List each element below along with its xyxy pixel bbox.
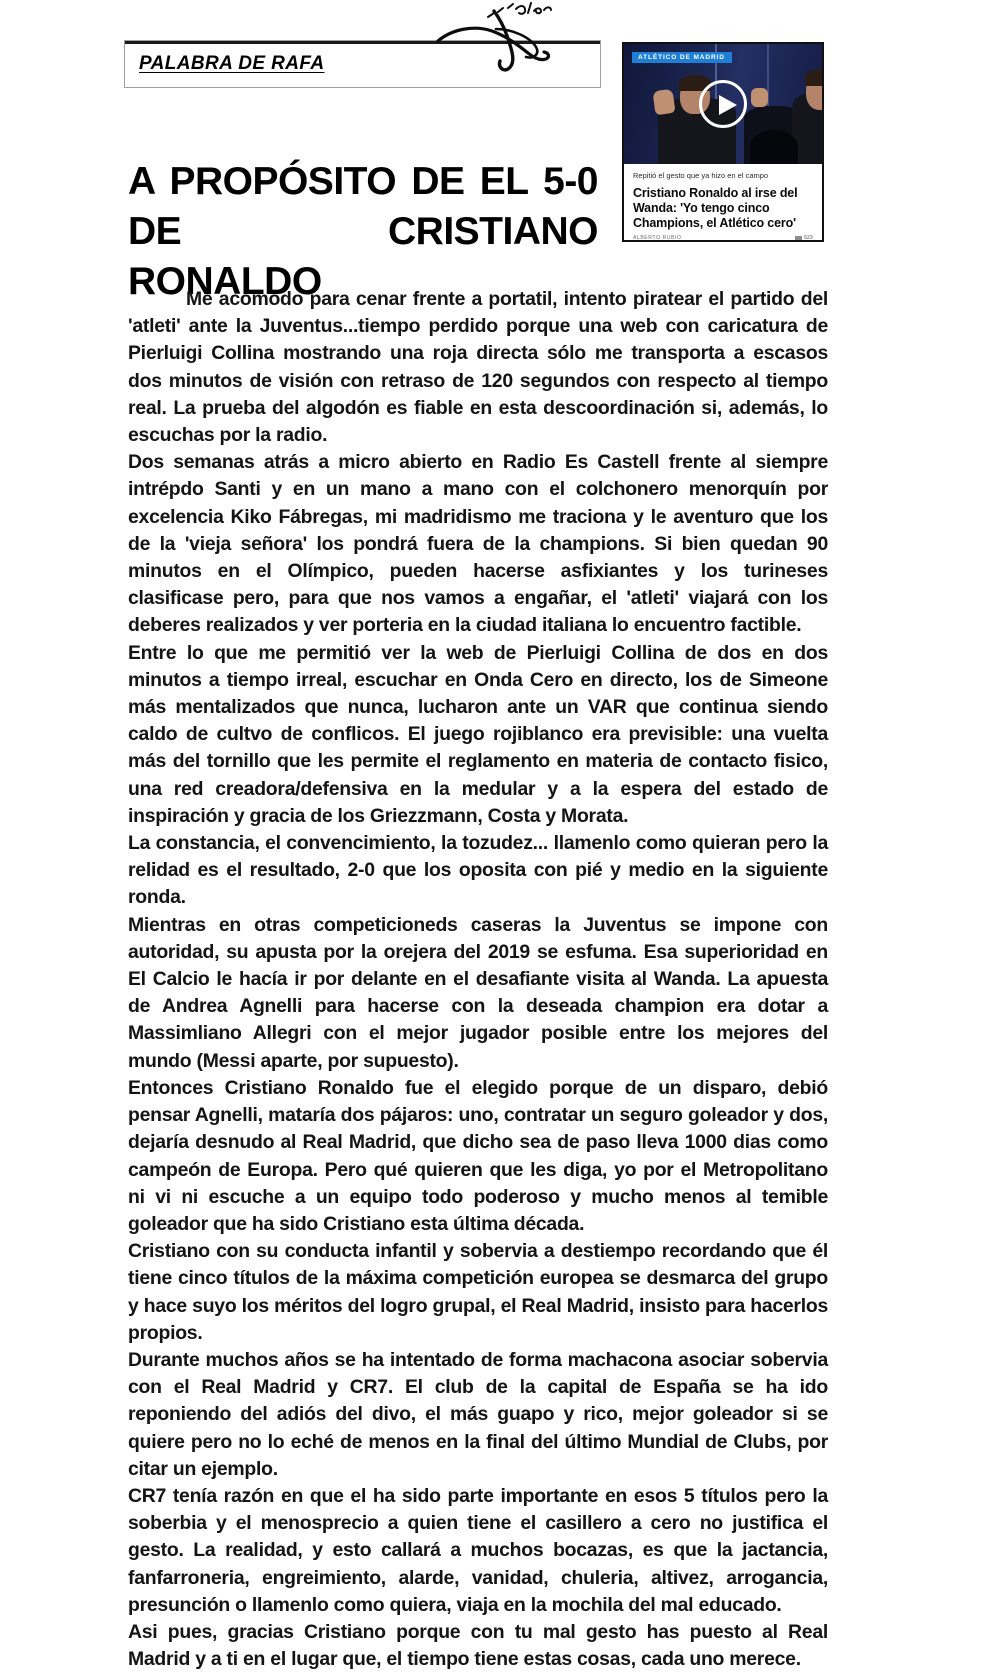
- news-kicker: Repitió el gesto que ya hizo en el campo: [633, 171, 769, 180]
- club-tag-badge: ATLÉTICO DE MADRID: [632, 52, 732, 63]
- article-paragraph: La constancia, el convencimiento, la tozudez... llamenlo como quieran pero la relidad es el resultado, 2-0 que los oposita con pié y medio en la siguiente ronda.: [128, 832, 828, 909]
- news-card-body: [624, 164, 822, 241]
- article-paragraph: CR7 tenía razón en que el ha sido parte importante en esos 5 títulos pero la soberbia y el menosprecio a quien tiene el casillero a cero no justifica el gesto. La realidad, y esto callará a muchos bocazas, es que la jactancia, fanfarroneria, engreimiento, alarde, vanidad, chuleria, altivez, arrogancia, presunción o llamenlo como quiera, viaja en la mochila del mal educado.: [128, 1484, 828, 1616]
- masthead-top-rule: [125, 41, 600, 44]
- comment-bubble-icon: [795, 236, 802, 241]
- embedded-news-card[interactable]: [622, 42, 824, 242]
- article-paragraph: Entre lo que me permitió ver la web de Pierluigi Collina de dos en dos minutos a tiempo irreal, escuchar en Onda Cero en directo, los de Simeone más mentalizados que nunca, lucharon ante un VAR que continua siendo caldo de cultvo de conflicos. El juego rojiblanco era previsible: una vuelta más del tornillo que les permite el reglamento en materia de contacto fisico, una red creadora/defensiva en la medular y a la espera del estado de inspiración y gracia de los Griezzmann, Costa y Morata.: [128, 641, 828, 827]
- article-paragraph: Me acomodo para cenar frente a portatil, intento piratear el partido del 'atleti' ante la Juventus...tiempo perdido porque una web con caricatura de Pierluigi Collina mostrando una roja directa sólo me transporta a escasos dos minutos de visión con retraso de 120 segundos con respecto al tiempo real. La prueba del algodón es fiable en esta descoordinación si, además, lo escuchas por la radio.: [128, 288, 828, 447]
- raised-hand-left: [652, 89, 675, 116]
- play-triangle-icon: [719, 95, 737, 115]
- raised-hand-middle: [751, 88, 768, 107]
- masthead-box: [124, 40, 601, 88]
- page-title: A PROPÓSITO DE EL 5-0 DE CRISTIANO RONALDO: [128, 160, 598, 304]
- article-body: [128, 286, 828, 1673]
- news-headline[interactable]: Cristiano Ronaldo al irse del Wanda: 'Yo tengo cinco Champions, el Atlético cero': [633, 186, 798, 230]
- article-paragraph: Mientras en otras competicioneds caseras la Juventus se impone con autoridad, su apusta por la orejera del 2019 se esfuma. Esa superioridad en El Calcio le hacía ir por delante en el desafiante visita al Wanda. La apuesta de Andrea Agnelli para hacerse con la deseada champion era dotar a Massimliano Allegri con el mejor jugador posible entre los mejores del mundo (Messi aparte, por supuesto).: [128, 913, 828, 1072]
- article-paragraph: Asi pues, gracias Cristiano porque con tu mal gesto has puesto al Real Madrid y a ti en el lugar que, el tiempo tiene estas cosas, cada uno merece.: [128, 1620, 828, 1671]
- news-card-footer: [633, 235, 813, 241]
- article-paragraph: Dos semanas atrás a micro abierto en Radio Es Castell frente al siempre intrépdo Santi y en un mano a mano con el colchonero menorquín por excelencia Kiko Fábregas, mi madridismo me traciona y le aventuro que los de la 'vieja señora' los pondrá fuera de la champions. Si bien quedan 90 minutos en el Olímpico, pueden hacerse asfixiantes y los turineses clasificase pero, para que nos vamos a engañar, el 'atleti' viajará con los deberes realizados y ver porteria en la ciudad italiana lo encuentro factible.: [128, 451, 828, 637]
- foreground-silhouette: [750, 130, 798, 164]
- article-paragraph: Durante muchos años se ha intentado de forma machacona asociar sobervia con el Real Madrid y CR7. El club de la capital de España se ha ido reponiendo del adiós del divo, el más guapo y rico, mejor goleador si se quiere pero no lo eché de menos en la final del último Mundial de Clubs, por citar un ejemplo.: [128, 1348, 828, 1480]
- comment-count-label: 523: [803, 235, 813, 241]
- news-byline: ALBERTO RUBIO: [633, 235, 682, 241]
- video-thumbnail[interactable]: [624, 44, 822, 164]
- person-hair-right: [805, 69, 822, 86]
- column-title: PALABRA DE RAFA: [139, 53, 325, 74]
- article-paragraph: Cristiano con su conducta infantil y sobervia a destiempo recordando que él tiene cinco títulos de la máxima competición europea se desmarca del grupo y hace suyo los méritos del logro grupal, el Real Madrid, insisto para hacerlos propios.: [128, 1240, 828, 1344]
- comment-count-group[interactable]: [795, 235, 813, 241]
- play-button-icon[interactable]: [699, 80, 747, 128]
- article-paragraph: Entonces Cristiano Ronaldo fue el elegido porque de un disparo, debió pensar Agnelli, mataría dos pájaros: uno, contratar un seguro goleador y dos, dejaría desnudo al Real Madrid, que dicho sea de paso lleva 1000 dias como campeón de Europa. Pero qué quieren que les diga, yo por el Metropolitano ni vi ni escuche a un equipo todo poderoso y mucho menos al temible goleador que ha sido Cristiano esta última década.: [128, 1076, 828, 1235]
